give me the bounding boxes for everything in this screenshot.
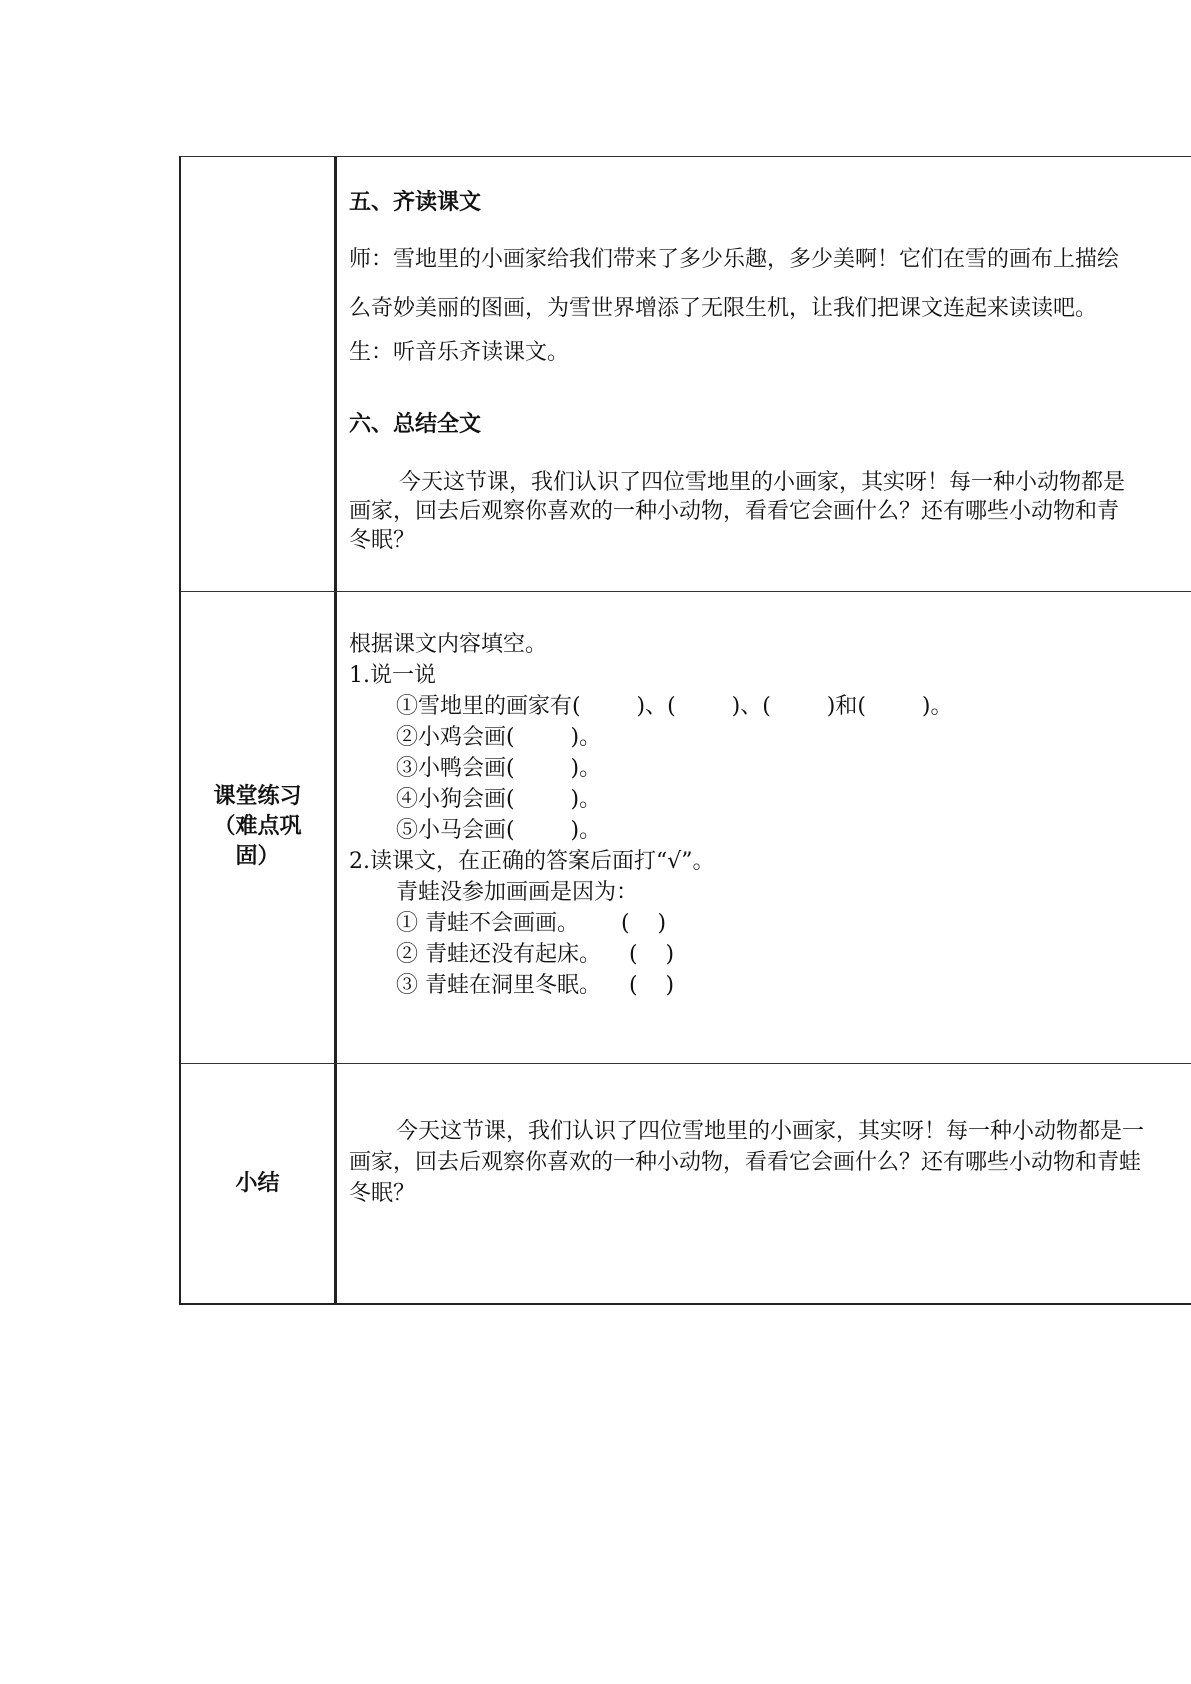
choice-option: ② 青蛙还没有起床。 ( ) xyxy=(396,942,675,967)
practice-intro: 根据课文内容填空。 xyxy=(349,632,548,657)
lesson-plan-table xyxy=(179,156,1191,1305)
practice-content-cell xyxy=(337,591,1191,1063)
question-prompt: 青蛙没参加画画是因为： xyxy=(396,880,639,905)
choice-option: ③ 青蛙在洞里冬眠。 ( ) xyxy=(396,973,675,998)
fill-blank-item: ⑤小马会画( )。 xyxy=(396,818,602,843)
student-line: 生：听音乐齐读课文。 xyxy=(349,340,570,365)
practice-label-line: 固） xyxy=(235,844,280,869)
fill-blank-item: ②小鸡会画( )。 xyxy=(396,725,602,750)
teacher-line: 师：雪地里的小画家给我们带来了多少乐趣，多少美啊！它们在雪的画布上描绘 xyxy=(349,247,1120,272)
fill-blank-item: ③小鸭会画( )。 xyxy=(396,756,602,781)
summary-text-line: 画家，回去后观察你喜欢的一种小动物，看看它会画什么？还有哪些小动物和青 xyxy=(349,499,1120,524)
summary-label: 小结 xyxy=(235,1170,280,1196)
summary-text-line: 今天这节课，我们认识了四位雪地里的小画家，其实呀！每一种小动物都是一 xyxy=(396,1119,1145,1144)
summary-text-line: 冬眠？ xyxy=(349,528,416,553)
teacher-line: 么奇妙美丽的图画，为雪世界增添了无限生机，让我们把课文连起来读读吧。 xyxy=(349,296,1098,321)
choice-option: ① 青蛙不会画画。 ( ) xyxy=(396,911,667,936)
practice-label-line: 课堂练习 xyxy=(213,784,302,809)
summary-text-line: 画家，回去后观察你喜欢的一种小动物，看看它会画什么？还有哪些小动物和青蛙 xyxy=(349,1150,1142,1175)
practice-label xyxy=(181,591,334,1063)
question-title: 1.说一说 xyxy=(349,663,436,688)
empty-label-cell xyxy=(181,157,334,591)
practice-label-line: （难点巩 xyxy=(213,814,302,839)
fill-blank-item: ④小狗会画( )。 xyxy=(396,787,602,812)
summary-content-cell xyxy=(337,1063,1191,1304)
summary-text-line: 冬眠？ xyxy=(349,1181,416,1206)
question-title: 2.读课文，在正确的答案后面打“√”。 xyxy=(349,849,715,874)
section-five-heading: 五、齐读课文 xyxy=(349,190,482,215)
section-six-heading: 六、总结全文 xyxy=(349,412,482,437)
fill-blank-item: ①雪地里的画家有( )、( )、( )和( )。 xyxy=(396,694,953,719)
lesson-content-cell xyxy=(337,157,1191,591)
summary-text-line: 今天这节课，我们认识了四位雪地里的小画家，其实呀！每一种小动物都是 xyxy=(399,470,1126,495)
